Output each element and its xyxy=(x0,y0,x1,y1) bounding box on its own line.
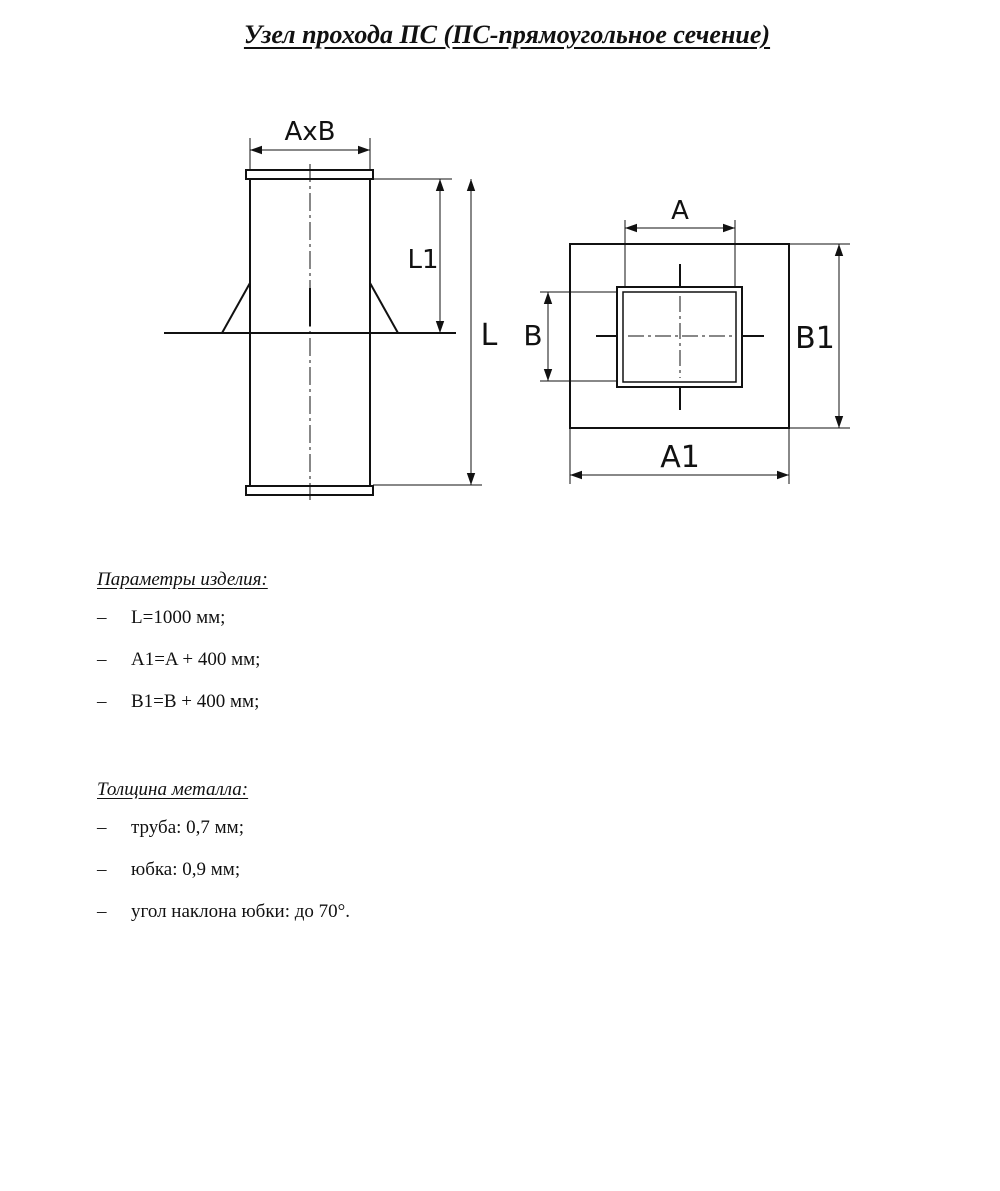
skirt-right xyxy=(370,283,398,333)
label-a: A xyxy=(671,196,689,226)
thickness-section xyxy=(97,776,350,936)
list-item: – угол наклона юбки: до 70°. xyxy=(97,894,350,936)
label-a1: A1 xyxy=(660,440,700,475)
parameters-list xyxy=(97,600,268,726)
label-axb: AxB xyxy=(284,117,336,147)
technical-drawing xyxy=(0,0,1000,540)
thickness-list xyxy=(97,810,350,936)
list-item: – L=1000 мм; xyxy=(97,600,268,642)
label-b: B xyxy=(523,319,543,352)
label-l: L xyxy=(480,318,498,353)
label-b1: B1 xyxy=(795,321,835,356)
list-item: – B1=B + 400 мм; xyxy=(97,684,268,726)
thickness-heading: Толщина металла: xyxy=(97,779,249,800)
skirt-left xyxy=(222,283,250,333)
plan-view xyxy=(570,244,789,428)
parameters-section xyxy=(97,566,268,726)
list-item: – A1=A + 400 мм; xyxy=(97,642,268,684)
parameters-heading: Параметры изделия: xyxy=(97,569,268,590)
page-title-text: Узел прохода ПС (ПС-прямоугольное сечение) xyxy=(243,20,771,49)
list-item: – юбка: 0,9 мм; xyxy=(97,852,350,894)
side-view xyxy=(164,164,456,500)
label-l1: L1 xyxy=(407,245,439,275)
list-item: – труба: 0,7 мм; xyxy=(97,810,350,852)
